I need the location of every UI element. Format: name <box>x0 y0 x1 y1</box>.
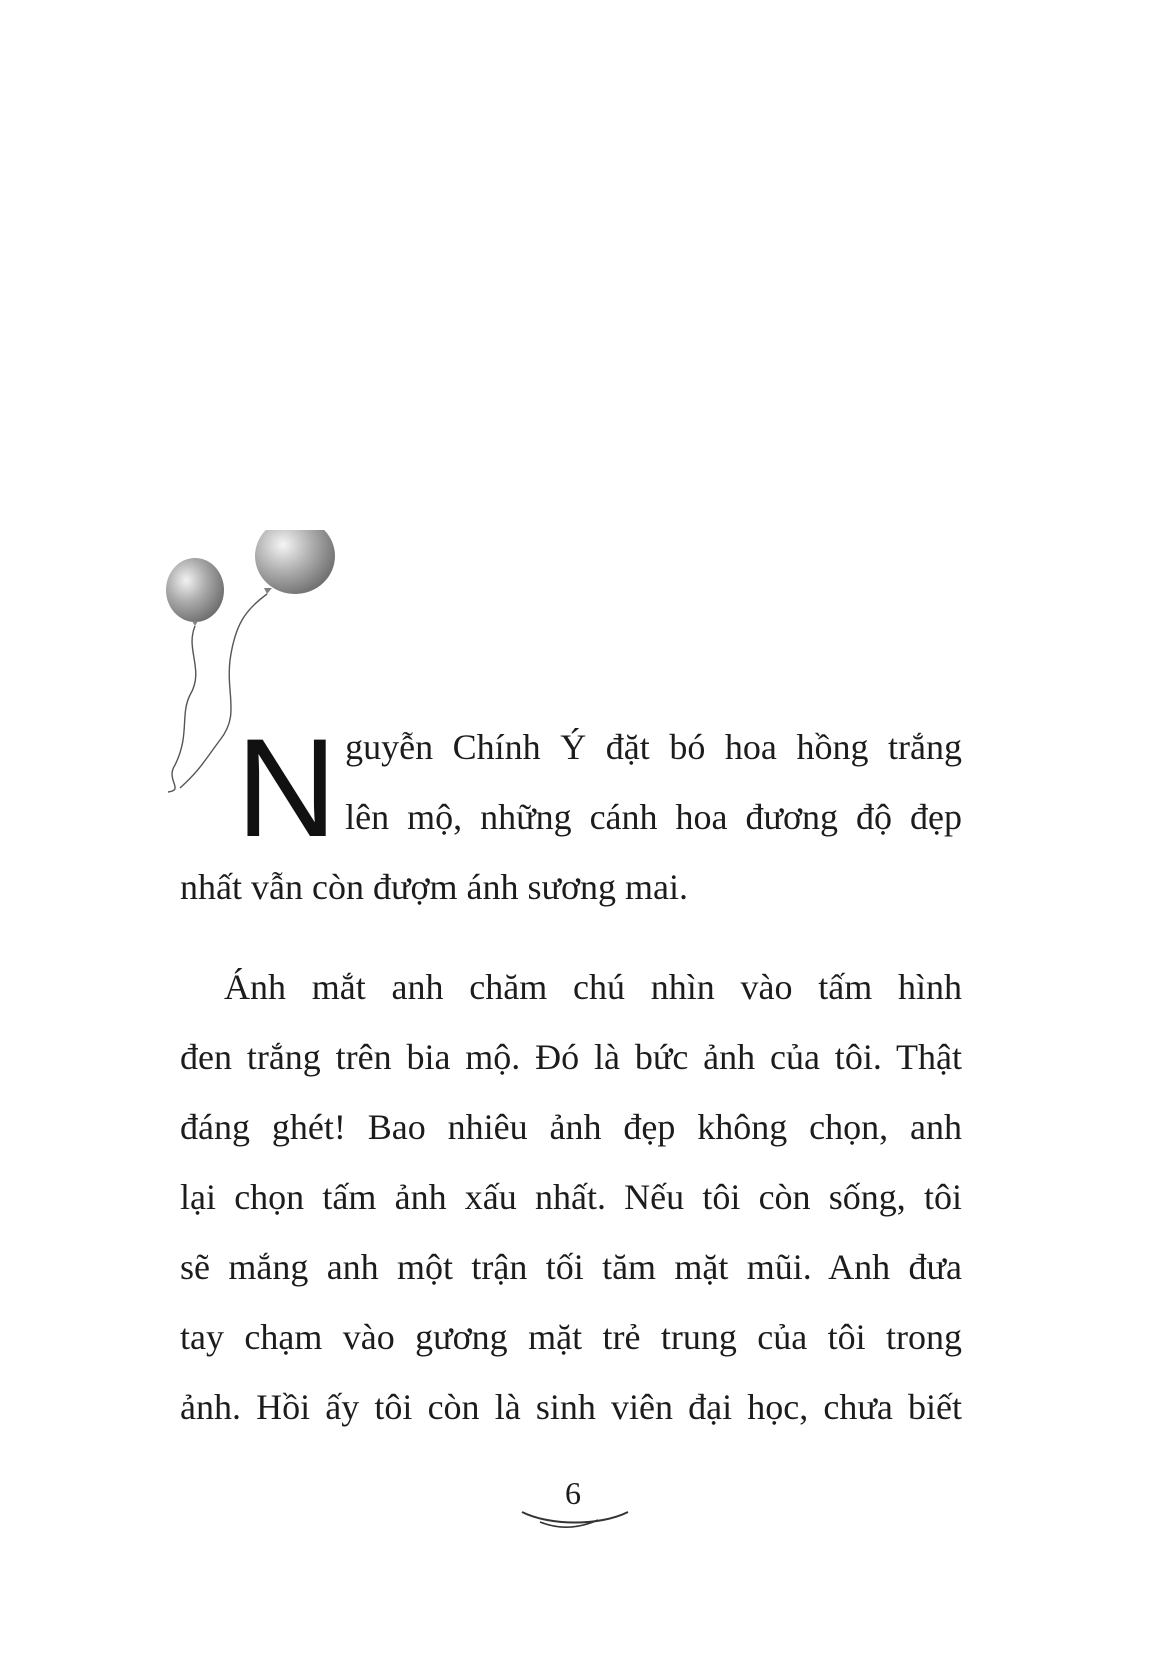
paragraph-1-line-3: nhất vẫn còn đượm ánh sương mai. <box>180 867 689 907</box>
large-balloon-icon <box>255 530 335 594</box>
paragraph-2-line-6: tay chạm vào gương mặt trẻ trung của tôi trong <box>180 1317 962 1357</box>
paragraph-2-line-4: lại chọn tấm ảnh xấu nhất. Nếu tôi còn sống, tôi <box>180 1177 962 1217</box>
paragraph-2 <box>180 952 962 1442</box>
small-balloon-icon <box>166 558 224 622</box>
paragraph-2-line-5: sẽ mắng anh một trận tối tăm mặt mũi. Anh đưa <box>180 1247 962 1287</box>
paragraph-2-line-3: đáng ghét! Bao nhiêu ảnh đẹp không chọn, anh <box>180 1107 962 1147</box>
page-number: 6 <box>565 1475 581 1511</box>
paragraph-2-line-2: đen trắng trên bia mộ. Đó là bức ảnh của tôi. Thật <box>180 1037 962 1077</box>
paragraph-2-line-1: Ánh mắt anh chăm chú nhìn vào tấm hình <box>224 967 962 1007</box>
drop-cap: N <box>236 709 338 866</box>
story-text <box>180 709 962 1442</box>
paragraph-1-line-2: lên mộ, những cánh hoa đương độ đẹp <box>345 797 962 837</box>
paragraph-1-line-1: guyễn Chính Ý đặt bó hoa hồng trắng <box>345 727 962 767</box>
paragraph-2-line-7: ảnh. Hồi ấy tôi còn là sinh viên đại học, chưa biết <box>180 1387 962 1427</box>
paragraph-1 <box>180 709 962 922</box>
page-number-flourish-icon <box>520 1508 630 1530</box>
